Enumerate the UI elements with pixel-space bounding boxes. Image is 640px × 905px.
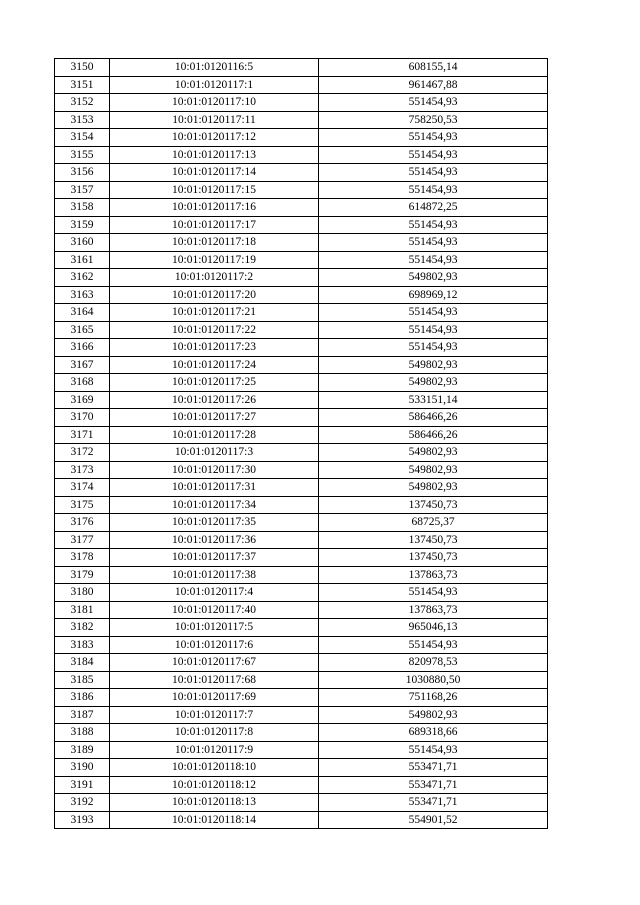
row-number-cell: 3186 <box>55 689 110 707</box>
cadastral-number-cell: 10:01:0120117:23 <box>110 339 319 357</box>
value-cell: 551454,93 <box>319 164 548 182</box>
value-cell: 614872,25 <box>319 199 548 217</box>
cadastral-number-cell: 10:01:0120117:24 <box>110 356 319 374</box>
table-row <box>55 444 548 462</box>
table-body <box>55 59 548 829</box>
row-number-cell: 3150 <box>55 59 110 77</box>
value-cell: 1030880,50 <box>319 671 548 689</box>
value-cell: 553471,71 <box>319 759 548 777</box>
value-cell: 549802,93 <box>319 269 548 287</box>
table-row <box>55 584 548 602</box>
table-row <box>55 811 548 829</box>
cadastral-number-cell: 10:01:0120117:1 <box>110 76 319 94</box>
row-number-cell: 3185 <box>55 671 110 689</box>
table-row <box>55 269 548 287</box>
table-row <box>55 549 548 567</box>
row-number-cell: 3172 <box>55 444 110 462</box>
row-number-cell: 3160 <box>55 234 110 252</box>
row-number-cell: 3159 <box>55 216 110 234</box>
value-cell: 551454,93 <box>319 234 548 252</box>
table-row <box>55 94 548 112</box>
table-row <box>55 479 548 497</box>
table-row <box>55 741 548 759</box>
row-number-cell: 3169 <box>55 391 110 409</box>
row-number-cell: 3184 <box>55 654 110 672</box>
row-number-cell: 3162 <box>55 269 110 287</box>
cadastral-number-cell: 10:01:0120117:30 <box>110 461 319 479</box>
value-cell: 551454,93 <box>319 146 548 164</box>
cadastral-number-cell: 10:01:0120117:36 <box>110 531 319 549</box>
value-cell: 961467,88 <box>319 76 548 94</box>
cadastral-number-cell: 10:01:0120117:14 <box>110 164 319 182</box>
row-number-cell: 3189 <box>55 741 110 759</box>
value-cell: 551454,93 <box>319 129 548 147</box>
table-row <box>55 724 548 742</box>
cadastral-value-table <box>54 58 548 829</box>
table-row <box>55 164 548 182</box>
cadastral-number-cell: 10:01:0120117:10 <box>110 94 319 112</box>
row-number-cell: 3193 <box>55 811 110 829</box>
value-cell: 551454,93 <box>319 251 548 269</box>
row-number-cell: 3187 <box>55 706 110 724</box>
value-cell: 586466,26 <box>319 426 548 444</box>
table-row <box>55 304 548 322</box>
row-number-cell: 3180 <box>55 584 110 602</box>
value-cell: 137863,73 <box>319 566 548 584</box>
value-cell: 137450,73 <box>319 549 548 567</box>
cadastral-number-cell: 10:01:0120117:22 <box>110 321 319 339</box>
cadastral-number-cell: 10:01:0120117:68 <box>110 671 319 689</box>
value-cell: 549802,93 <box>319 444 548 462</box>
value-cell: 553471,71 <box>319 794 548 812</box>
row-number-cell: 3151 <box>55 76 110 94</box>
cadastral-number-cell: 10:01:0120117:34 <box>110 496 319 514</box>
table-row <box>55 706 548 724</box>
value-cell: 698969,12 <box>319 286 548 304</box>
row-number-cell: 3175 <box>55 496 110 514</box>
table-row <box>55 251 548 269</box>
value-cell: 608155,14 <box>319 59 548 77</box>
row-number-cell: 3191 <box>55 776 110 794</box>
value-cell: 554901,52 <box>319 811 548 829</box>
row-number-cell: 3182 <box>55 619 110 637</box>
table-row <box>55 181 548 199</box>
cadastral-number-cell: 10:01:0120117:67 <box>110 654 319 672</box>
cadastral-number-cell: 10:01:0120117:4 <box>110 584 319 602</box>
row-number-cell: 3163 <box>55 286 110 304</box>
cadastral-number-cell: 10:01:0120116:5 <box>110 59 319 77</box>
row-number-cell: 3153 <box>55 111 110 129</box>
table-row <box>55 199 548 217</box>
table-row <box>55 374 548 392</box>
cadastral-number-cell: 10:01:0120117:17 <box>110 216 319 234</box>
table-row <box>55 321 548 339</box>
cadastral-number-cell: 10:01:0120117:38 <box>110 566 319 584</box>
row-number-cell: 3173 <box>55 461 110 479</box>
value-cell: 553471,71 <box>319 776 548 794</box>
row-number-cell: 3190 <box>55 759 110 777</box>
value-cell: 549802,93 <box>319 706 548 724</box>
cadastral-number-cell: 10:01:0120117:25 <box>110 374 319 392</box>
value-cell: 137450,73 <box>319 496 548 514</box>
row-number-cell: 3157 <box>55 181 110 199</box>
cadastral-number-cell: 10:01:0120117:13 <box>110 146 319 164</box>
table-row <box>55 146 548 164</box>
cadastral-number-cell: 10:01:0120117:5 <box>110 619 319 637</box>
cadastral-number-cell: 10:01:0120118:10 <box>110 759 319 777</box>
row-number-cell: 3188 <box>55 724 110 742</box>
cadastral-number-cell: 10:01:0120117:26 <box>110 391 319 409</box>
table-row <box>55 59 548 77</box>
value-cell: 533151,14 <box>319 391 548 409</box>
value-cell: 965046,13 <box>319 619 548 637</box>
table-row <box>55 76 548 94</box>
value-cell: 137450,73 <box>319 531 548 549</box>
value-cell: 549802,93 <box>319 479 548 497</box>
row-number-cell: 3177 <box>55 531 110 549</box>
cadastral-number-cell: 10:01:0120117:16 <box>110 199 319 217</box>
cadastral-number-cell: 10:01:0120117:20 <box>110 286 319 304</box>
row-number-cell: 3158 <box>55 199 110 217</box>
row-number-cell: 3164 <box>55 304 110 322</box>
value-cell: 549802,93 <box>319 461 548 479</box>
row-number-cell: 3152 <box>55 94 110 112</box>
table-row <box>55 129 548 147</box>
table-row <box>55 409 548 427</box>
cadastral-number-cell: 10:01:0120117:6 <box>110 636 319 654</box>
cadastral-number-cell: 10:01:0120117:28 <box>110 426 319 444</box>
value-cell: 68725,37 <box>319 514 548 532</box>
cadastral-number-cell: 10:01:0120117:40 <box>110 601 319 619</box>
value-cell: 758250,53 <box>319 111 548 129</box>
value-cell: 551454,93 <box>319 339 548 357</box>
table-row <box>55 566 548 584</box>
cadastral-number-cell: 10:01:0120118:12 <box>110 776 319 794</box>
cadastral-number-cell: 10:01:0120117:31 <box>110 479 319 497</box>
value-cell: 549802,93 <box>319 374 548 392</box>
row-number-cell: 3181 <box>55 601 110 619</box>
cadastral-number-cell: 10:01:0120117:18 <box>110 234 319 252</box>
cadastral-number-cell: 10:01:0120117:9 <box>110 741 319 759</box>
cadastral-number-cell: 10:01:0120117:8 <box>110 724 319 742</box>
table-row <box>55 234 548 252</box>
cadastral-number-cell: 10:01:0120117:27 <box>110 409 319 427</box>
row-number-cell: 3174 <box>55 479 110 497</box>
row-number-cell: 3168 <box>55 374 110 392</box>
table-row <box>55 339 548 357</box>
value-cell: 586466,26 <box>319 409 548 427</box>
table-row <box>55 776 548 794</box>
cadastral-number-cell: 10:01:0120117:12 <box>110 129 319 147</box>
table-row <box>55 111 548 129</box>
table-row <box>55 391 548 409</box>
row-number-cell: 3156 <box>55 164 110 182</box>
row-number-cell: 3192 <box>55 794 110 812</box>
cadastral-number-cell: 10:01:0120117:21 <box>110 304 319 322</box>
table-row <box>55 794 548 812</box>
table-row <box>55 356 548 374</box>
value-cell: 689318,66 <box>319 724 548 742</box>
cadastral-number-cell: 10:01:0120117:11 <box>110 111 319 129</box>
table-row <box>55 514 548 532</box>
table-row <box>55 636 548 654</box>
value-cell: 137863,73 <box>319 601 548 619</box>
value-cell: 551454,93 <box>319 321 548 339</box>
row-number-cell: 3178 <box>55 549 110 567</box>
value-cell: 549802,93 <box>319 356 548 374</box>
table-row <box>55 496 548 514</box>
row-number-cell: 3171 <box>55 426 110 444</box>
cadastral-number-cell: 10:01:0120117:3 <box>110 444 319 462</box>
cadastral-number-cell: 10:01:0120117:35 <box>110 514 319 532</box>
row-number-cell: 3155 <box>55 146 110 164</box>
row-number-cell: 3176 <box>55 514 110 532</box>
cadastral-number-cell: 10:01:0120118:14 <box>110 811 319 829</box>
table-row <box>55 531 548 549</box>
cadastral-number-cell: 10:01:0120117:19 <box>110 251 319 269</box>
row-number-cell: 3166 <box>55 339 110 357</box>
cadastral-number-cell: 10:01:0120117:2 <box>110 269 319 287</box>
cadastral-number-cell: 10:01:0120117:7 <box>110 706 319 724</box>
table-row <box>55 671 548 689</box>
row-number-cell: 3170 <box>55 409 110 427</box>
row-number-cell: 3154 <box>55 129 110 147</box>
table-row <box>55 759 548 777</box>
value-cell: 551454,93 <box>319 741 548 759</box>
value-cell: 751168,26 <box>319 689 548 707</box>
table-row <box>55 286 548 304</box>
row-number-cell: 3165 <box>55 321 110 339</box>
row-number-cell: 3179 <box>55 566 110 584</box>
table-row <box>55 426 548 444</box>
cadastral-number-cell: 10:01:0120117:15 <box>110 181 319 199</box>
cadastral-number-cell: 10:01:0120117:69 <box>110 689 319 707</box>
table-row <box>55 601 548 619</box>
table-row <box>55 654 548 672</box>
value-cell: 551454,93 <box>319 94 548 112</box>
value-cell: 551454,93 <box>319 304 548 322</box>
table-row <box>55 619 548 637</box>
value-cell: 551454,93 <box>319 636 548 654</box>
table-row <box>55 216 548 234</box>
value-cell: 820978,53 <box>319 654 548 672</box>
value-cell: 551454,93 <box>319 584 548 602</box>
table-row <box>55 461 548 479</box>
cadastral-number-cell: 10:01:0120118:13 <box>110 794 319 812</box>
row-number-cell: 3167 <box>55 356 110 374</box>
value-cell: 551454,93 <box>319 181 548 199</box>
row-number-cell: 3183 <box>55 636 110 654</box>
table-row <box>55 689 548 707</box>
row-number-cell: 3161 <box>55 251 110 269</box>
value-cell: 551454,93 <box>319 216 548 234</box>
cadastral-number-cell: 10:01:0120117:37 <box>110 549 319 567</box>
